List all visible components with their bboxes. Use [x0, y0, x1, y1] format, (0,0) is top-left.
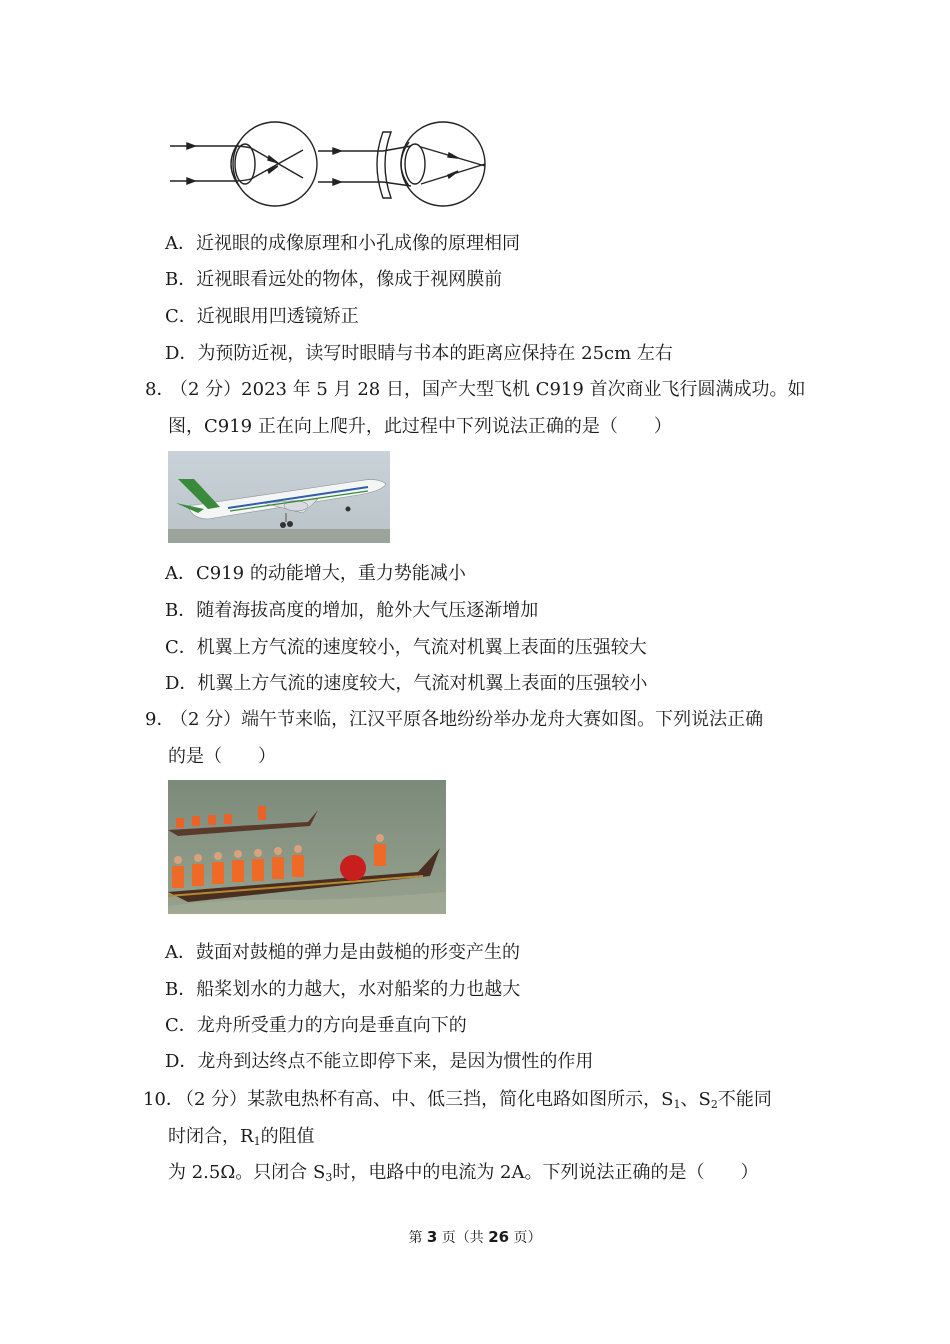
q7-option-a: A．近视眼的成像原理和小孔成像的原理相同 [165, 233, 520, 254]
q10-stem-line2: 时闭合，$R_1$的阻值 [168, 1126, 315, 1148]
dragon-boat-photo [168, 780, 446, 914]
q9-option-d: D．龙舟到达终点不能立即停下来，是因为惯性的作用 [165, 1051, 594, 1072]
q9-option-b: B．船桨划水的力越大，水对船桨的力也越大 [165, 979, 521, 1000]
q9-option-a: A．鼓面对鼓槌的弹力是由鼓槌的形变产生的 [165, 942, 520, 963]
q10-stem-line3: 为 2.5Ω。只闭合 $S_3$时，电路中的电流为 2A。下列说法正确的是（ ） [168, 1162, 759, 1184]
q7-option-b: B．近视眼看远处的物体，像成于视网膜前 [165, 269, 503, 290]
page-footer: 第 3 页（共 26 页） [408, 1228, 542, 1246]
q7-option-d: D．为预防近视，读写时眼睛与书本的距离应保持在 25cm 左右 [165, 343, 673, 364]
q7-option-c: C．近视眼用凹透镜矫正 [165, 306, 359, 327]
q8-option-a: A．C919 的动能增大，重力势能减小 [165, 563, 466, 584]
airplane-photo [168, 451, 390, 543]
myopia-eye-diagram [165, 118, 495, 218]
q8-stem-line1: （2 分）2023 年 5 月 28 日，国产大型飞机 C919 首次商业飞行圆满成功。如 [170, 379, 806, 400]
q10-number: 10． [143, 1089, 184, 1110]
q9-number: 9． [145, 709, 175, 730]
q8-number: 8． [145, 379, 175, 400]
q8-option-b: B．随着海拔高度的增加，舱外大气压逐渐增加 [165, 600, 539, 621]
q8-option-c: C．机翼上方气流的速度较小，气流对机翼上表面的压强较大 [165, 637, 647, 658]
q8-option-d: D．机翼上方气流的速度较大，气流对机翼上表面的压强较小 [165, 673, 648, 694]
q8-stem-line2: 图，C919 正在向上爬升，此过程中下列说法正确的是（ ） [168, 416, 672, 437]
q9-option-c: C．龙舟所受重力的方向是垂直向下的 [165, 1015, 467, 1036]
q9-stem-line1: （2 分）端午节来临，江汉平原各地纷纷举办龙舟大赛如图。下列说法正确 [170, 709, 764, 730]
q10-stem-line1: （2 分）某款电热杯有高、中、低三挡，简化电路如图所示，$S_1$、$S_2$不能同 [176, 1089, 772, 1111]
q9-stem-line2: 的是（ ） [168, 746, 276, 767]
